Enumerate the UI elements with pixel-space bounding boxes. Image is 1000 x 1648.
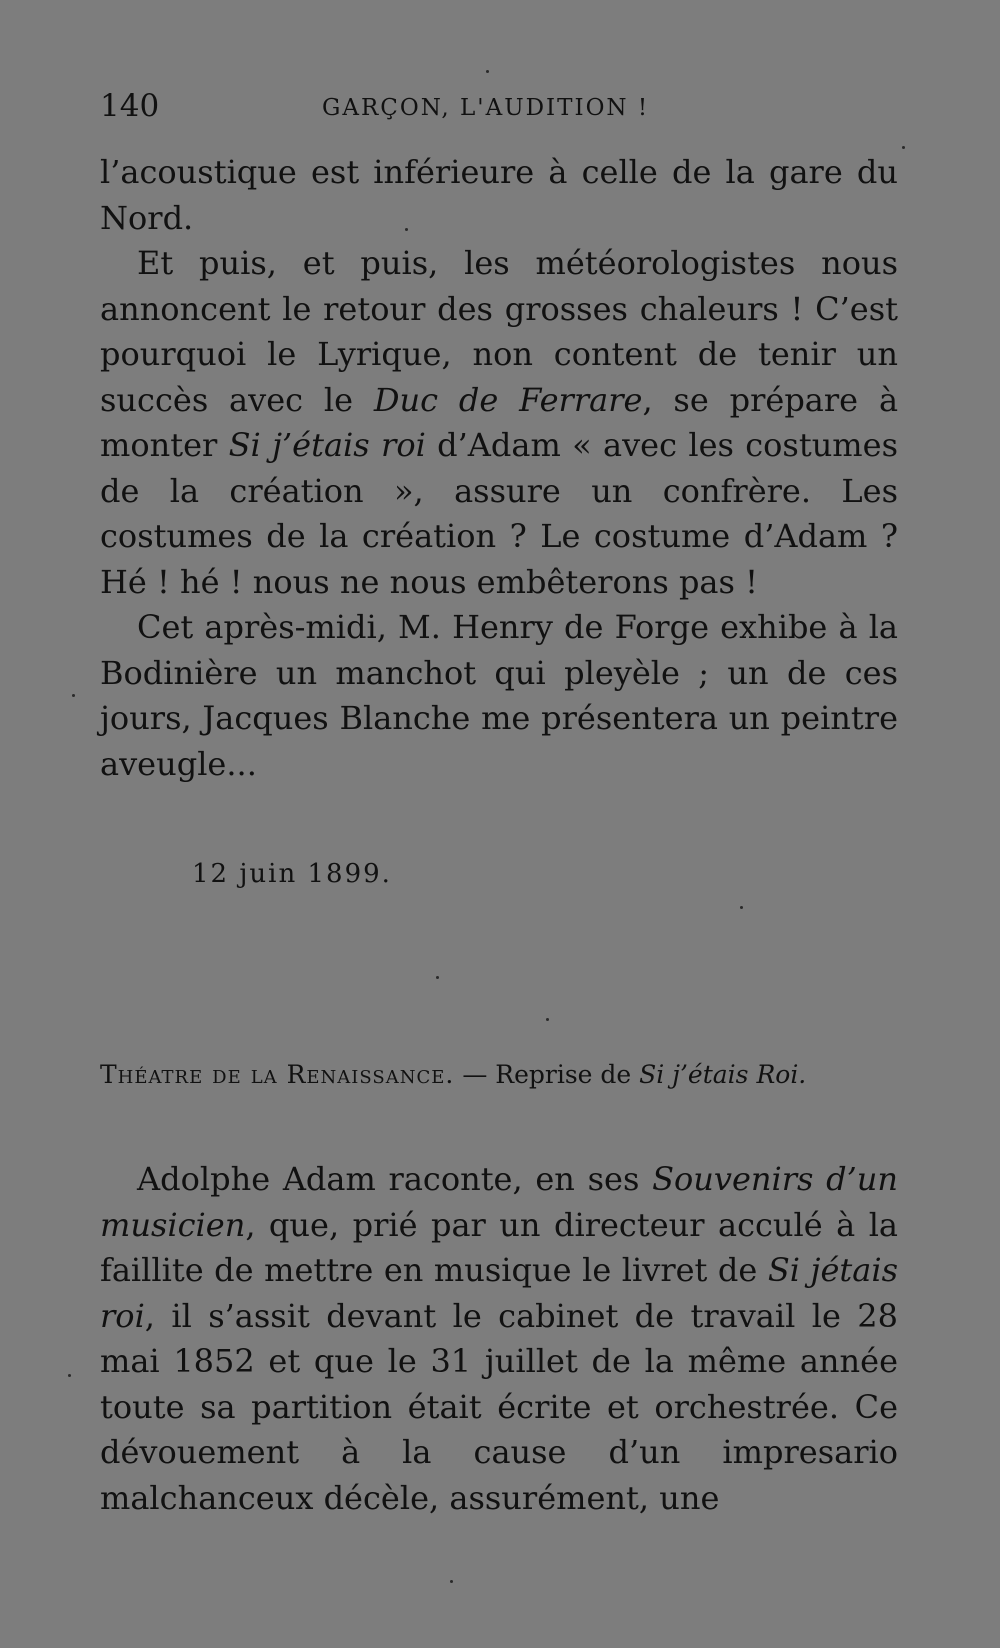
italic-title-duc-de-ferrare: Duc de Ferrare (373, 380, 643, 419)
section-heading (100, 1057, 900, 1093)
dateline: 12 juin 1899. (192, 859, 392, 889)
paragraph-lyrique (100, 241, 898, 605)
heading-italic-title: Si j’étais Roi. (639, 1060, 807, 1089)
scan-speck (436, 976, 439, 979)
scan-speck (405, 228, 408, 231)
text-run: Et puis, et puis, les météorologistes nous annoncent le retour des grosses chaleurs ! C’est pourquoi le Lyrique, non content de tenir un succès avec le (100, 244, 898, 419)
text-run: Adolphe Adam raconte, en ses (137, 1160, 653, 1198)
paragraph-continuation (100, 150, 898, 241)
text-run: , il s’assit devant le cabinet de travail le 28 mai 1852 et que le 31 juillet de la même année toute sa partition était écrite et orchestrée. Ce dévouement à la cause d’un impresario malchanceux décèle, assurément, une (100, 1296, 898, 1517)
scan-speck (902, 146, 905, 149)
italic-title-souvenirs: Souvenirs d’un musicien (100, 1160, 899, 1244)
running-header (100, 86, 900, 126)
paragraph-bodiniere (100, 605, 898, 787)
paragraph-adolphe-adam (100, 1157, 898, 1521)
italic-title-si-jetais-roi: Si jétais roi (100, 1251, 899, 1335)
scan-speck (546, 1018, 549, 1021)
text-run: , se prépare à monter (100, 380, 899, 464)
scan-speck (740, 906, 743, 909)
text-run: , que, prié par un directeur acculé à la faillite de mettre en musique le livret de (100, 1205, 898, 1289)
heading-dash: — Reprise de (454, 1060, 640, 1089)
scan-speck (450, 1580, 453, 1583)
heading-theatre: Théatre de la Renaissance. (100, 1060, 455, 1089)
scan-speck (68, 1374, 71, 1377)
paragraph-body (100, 1157, 898, 1521)
scan-speck (486, 70, 489, 73)
text-run: d’Adam « avec les costumes de la création », assure un confrère. Les costumes de la création ? Le costume d’Adam ? Hé ! hé ! nous ne nous embêterons pas ! (100, 426, 899, 601)
paragraph-text: l’acoustique est inférieure à celle de la gare du Nord. (100, 153, 898, 237)
paragraph-body (100, 241, 898, 605)
running-title: GARÇON, L'AUDITION ! (322, 95, 650, 121)
scan-speck (72, 694, 75, 697)
paragraph-text: Cet après-midi, M. Henry de Forge exhibe à la Bodinière un manchot qui pleyèle ; un de ces jours, Jacques Blanche me présentera un peintre aveugle... (100, 608, 898, 783)
page-number: 140 (100, 88, 160, 124)
italic-title-si-jetais-roi: Si j’étais roi (228, 426, 426, 464)
